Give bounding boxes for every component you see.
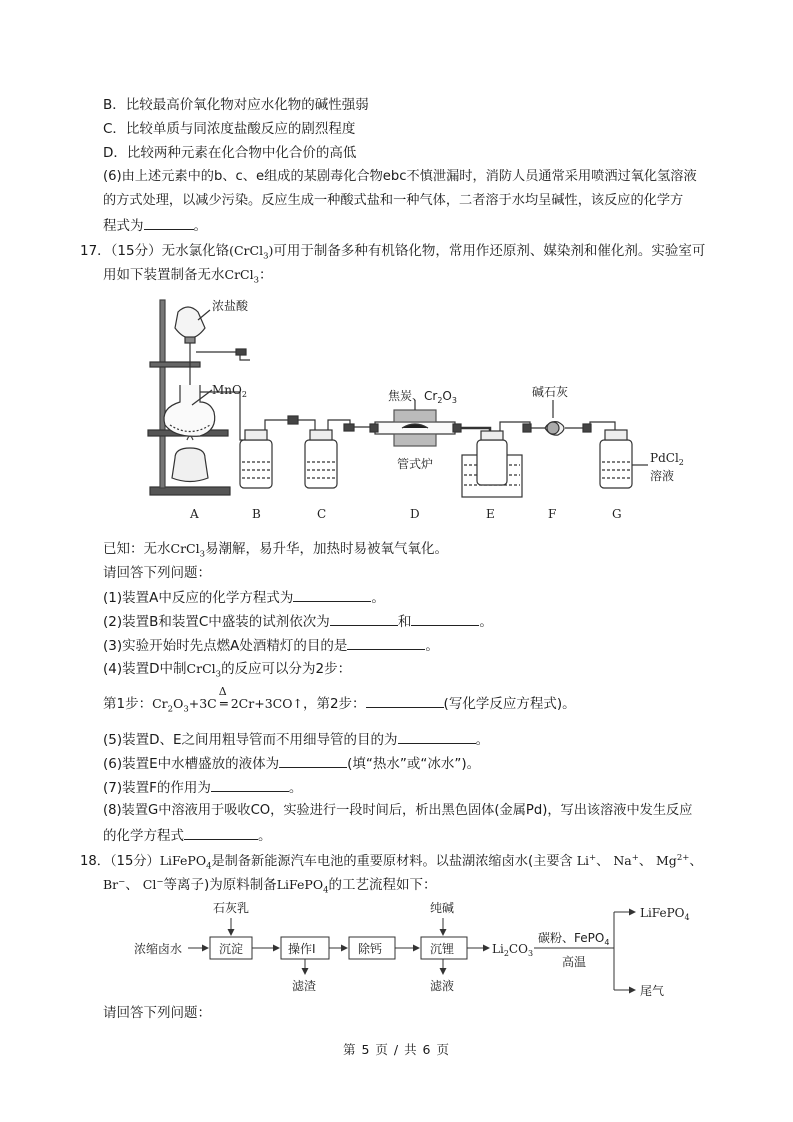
- answer-blank[interactable]: [347, 636, 425, 650]
- flow-reagent-lime: 石灰乳: [213, 901, 250, 915]
- flow-box1-label: 沉淀: [219, 942, 244, 956]
- q17-part2: (2)装置B和装置C中盛装的试剂依次为 和 。: [103, 614, 493, 630]
- label-b: B: [252, 507, 261, 521]
- label-tube-furnace: 管式炉: [397, 457, 434, 471]
- q16-part6-text: 程式为: [103, 218, 144, 234]
- label-mno2: MnO$_2$: [212, 383, 247, 399]
- q17-please-answer: 请回答下列问题：: [103, 565, 211, 581]
- q17-part8-line2: 的化学方程式 。: [103, 828, 272, 844]
- answer-blank[interactable]: [398, 730, 476, 744]
- label-coke-cr2o3: 焦炭、$Cr_2O_3$: [388, 389, 457, 405]
- q16-option-c: C．比较单质与同浓度盐酸反应的剧烈程度: [103, 121, 356, 137]
- q16-part6-end: 。: [193, 218, 207, 234]
- q17-intro-line2: 用如下装置制备无水CrCl$_3$：: [103, 267, 273, 286]
- label-e: E: [486, 507, 495, 521]
- tube-furnace-top: [394, 410, 436, 422]
- q17-step-equations: 第1步：$Cr_2O_3+3C$ Δ ═ 2Cr+3CO↑，第2步： (写化学反应方程式)。: [103, 685, 576, 715]
- page-footer: 第 5 页 / 共 6 页: [343, 1042, 450, 1057]
- stand-clamp-top: [150, 362, 200, 367]
- flow-feed: 浓缩卤水: [134, 942, 183, 956]
- q17-intro-rest: 可用于制备多种有机铬化物，常用作还原剂、媒染剂和催化剂。实验室可: [273, 243, 706, 259]
- q17-part1: (1)装置A中反应的化学方程式为 。: [103, 590, 385, 606]
- answer-blank[interactable]: [330, 612, 398, 626]
- q17-part3: (3)实验开始时先点燃A处酒精灯的目的是 。: [103, 638, 439, 654]
- flow-box2-label: 操作I: [288, 942, 316, 956]
- q16-part6-line2: 的方式处理，以减少污染。反应生成一种酸式盐和一种气体，二者溶于水均呈碱性，该反应的化学方: [103, 193, 684, 208]
- apparatus-diagram: [0, 290, 793, 530]
- q18-intro-line1: 18．（15分）LiFePO$_4$是制备新能源汽车电池的重要原材料。以盐湖浓缩卤水(主要含 Li+、 Na+、 $Mg^{2+}$、: [80, 852, 703, 872]
- flow-condition-bottom: 高温: [562, 955, 587, 969]
- alcohol-lamp: [172, 448, 208, 482]
- bottle-b: [240, 440, 272, 488]
- answer-blank[interactable]: [144, 216, 194, 230]
- q16-option-b: B．比较最高价氧化物对应水化物的碱性强弱: [103, 97, 369, 113]
- label-g: G: [612, 507, 622, 521]
- flow-condition-top: 碳粉、FePO$_4$: [538, 931, 610, 947]
- q17-intro-line1: [80, 242, 705, 260]
- q17-part6: (6)装置E中水槽盛放的液体为 (填“热水”或“冰水”)。: [103, 756, 481, 772]
- flow-reagent-soda: 纯碱: [430, 901, 455, 915]
- q17-part7: (7)装置F的作用为 。: [103, 780, 303, 796]
- answer-blank[interactable]: [366, 694, 444, 708]
- tube-furnace-bottom: [394, 434, 436, 446]
- q18-please-answer: 请回答下列问题：: [103, 1005, 211, 1021]
- label-pdcl2: PdCl$_2$: [650, 451, 684, 467]
- label-a: A: [190, 507, 199, 521]
- flow-residue: 滤渣: [292, 979, 317, 993]
- label-f: F: [548, 507, 557, 521]
- answer-blank[interactable]: [184, 826, 258, 840]
- step1-equation: $Cr_2O_3+3C$ Δ ═ 2Cr+3CO↑: [152, 685, 303, 715]
- flow-filtrate: 滤液: [430, 979, 455, 993]
- flow-tail-gas: 尾气: [640, 984, 665, 998]
- bottle-e: [477, 440, 507, 485]
- label-c: C: [317, 507, 327, 521]
- q17-number: 17．（15分）无水氯化铬: [80, 243, 230, 259]
- q16-option-d: D．比较两种元素在化合物中化合价的高低: [103, 145, 357, 161]
- flow-li2co3: $Li_2CO_3$: [492, 942, 534, 958]
- answer-blank[interactable]: [279, 754, 347, 768]
- q17-part8-line1: (8)装置G中溶液用于吸收CO，实验进行一段时间后，析出黑色固体(金属Pd)，写出该溶液中发生反应: [103, 803, 693, 818]
- round-flask: [164, 385, 215, 436]
- q16-part6-line1: (6)由上述元素中的b、c、e组成的某剧毒化合物ebc不慎泄漏时，消防人员通常采用喷洒过氧化氢溶液: [103, 169, 697, 184]
- q17-part5: (5)装置D、E之间用粗导管而不用细导管的目的为 。: [103, 732, 490, 748]
- label-solution: 溶液: [650, 469, 675, 483]
- process-flowchart: [0, 898, 793, 1008]
- label-d: D: [410, 507, 420, 521]
- flow-box4-label: 沉锂: [430, 942, 455, 956]
- q17-formula: (CrCl$_3$): [229, 243, 274, 262]
- bottle-c: [305, 440, 337, 488]
- q17-part4: (4)装置D中制CrCl$_3$的反应可以分为2步：: [103, 661, 352, 680]
- label-conc-hcl: 浓盐酸: [212, 299, 249, 313]
- stand-rod: [160, 300, 165, 488]
- flow-box3-label: 除钙: [358, 942, 383, 956]
- answer-blank[interactable]: [293, 588, 371, 602]
- separatory-funnel: [175, 307, 205, 338]
- bottle-g: [600, 440, 632, 488]
- answer-blank[interactable]: [211, 778, 289, 792]
- q17-known: 已知：无水CrCl$_3$易潮解，易升华，加热时易被氧气氧化。: [103, 541, 449, 560]
- flow-product: LiFePO$_4$: [640, 906, 690, 922]
- answer-blank[interactable]: [411, 612, 479, 626]
- q16-part6-line3: [103, 216, 207, 235]
- q18-intro-line2: Br−、 Cl−等离子)为原料制备LiFePO$_4$的工艺流程如下：: [103, 876, 437, 896]
- label-soda-lime: 碱石灰: [532, 385, 569, 399]
